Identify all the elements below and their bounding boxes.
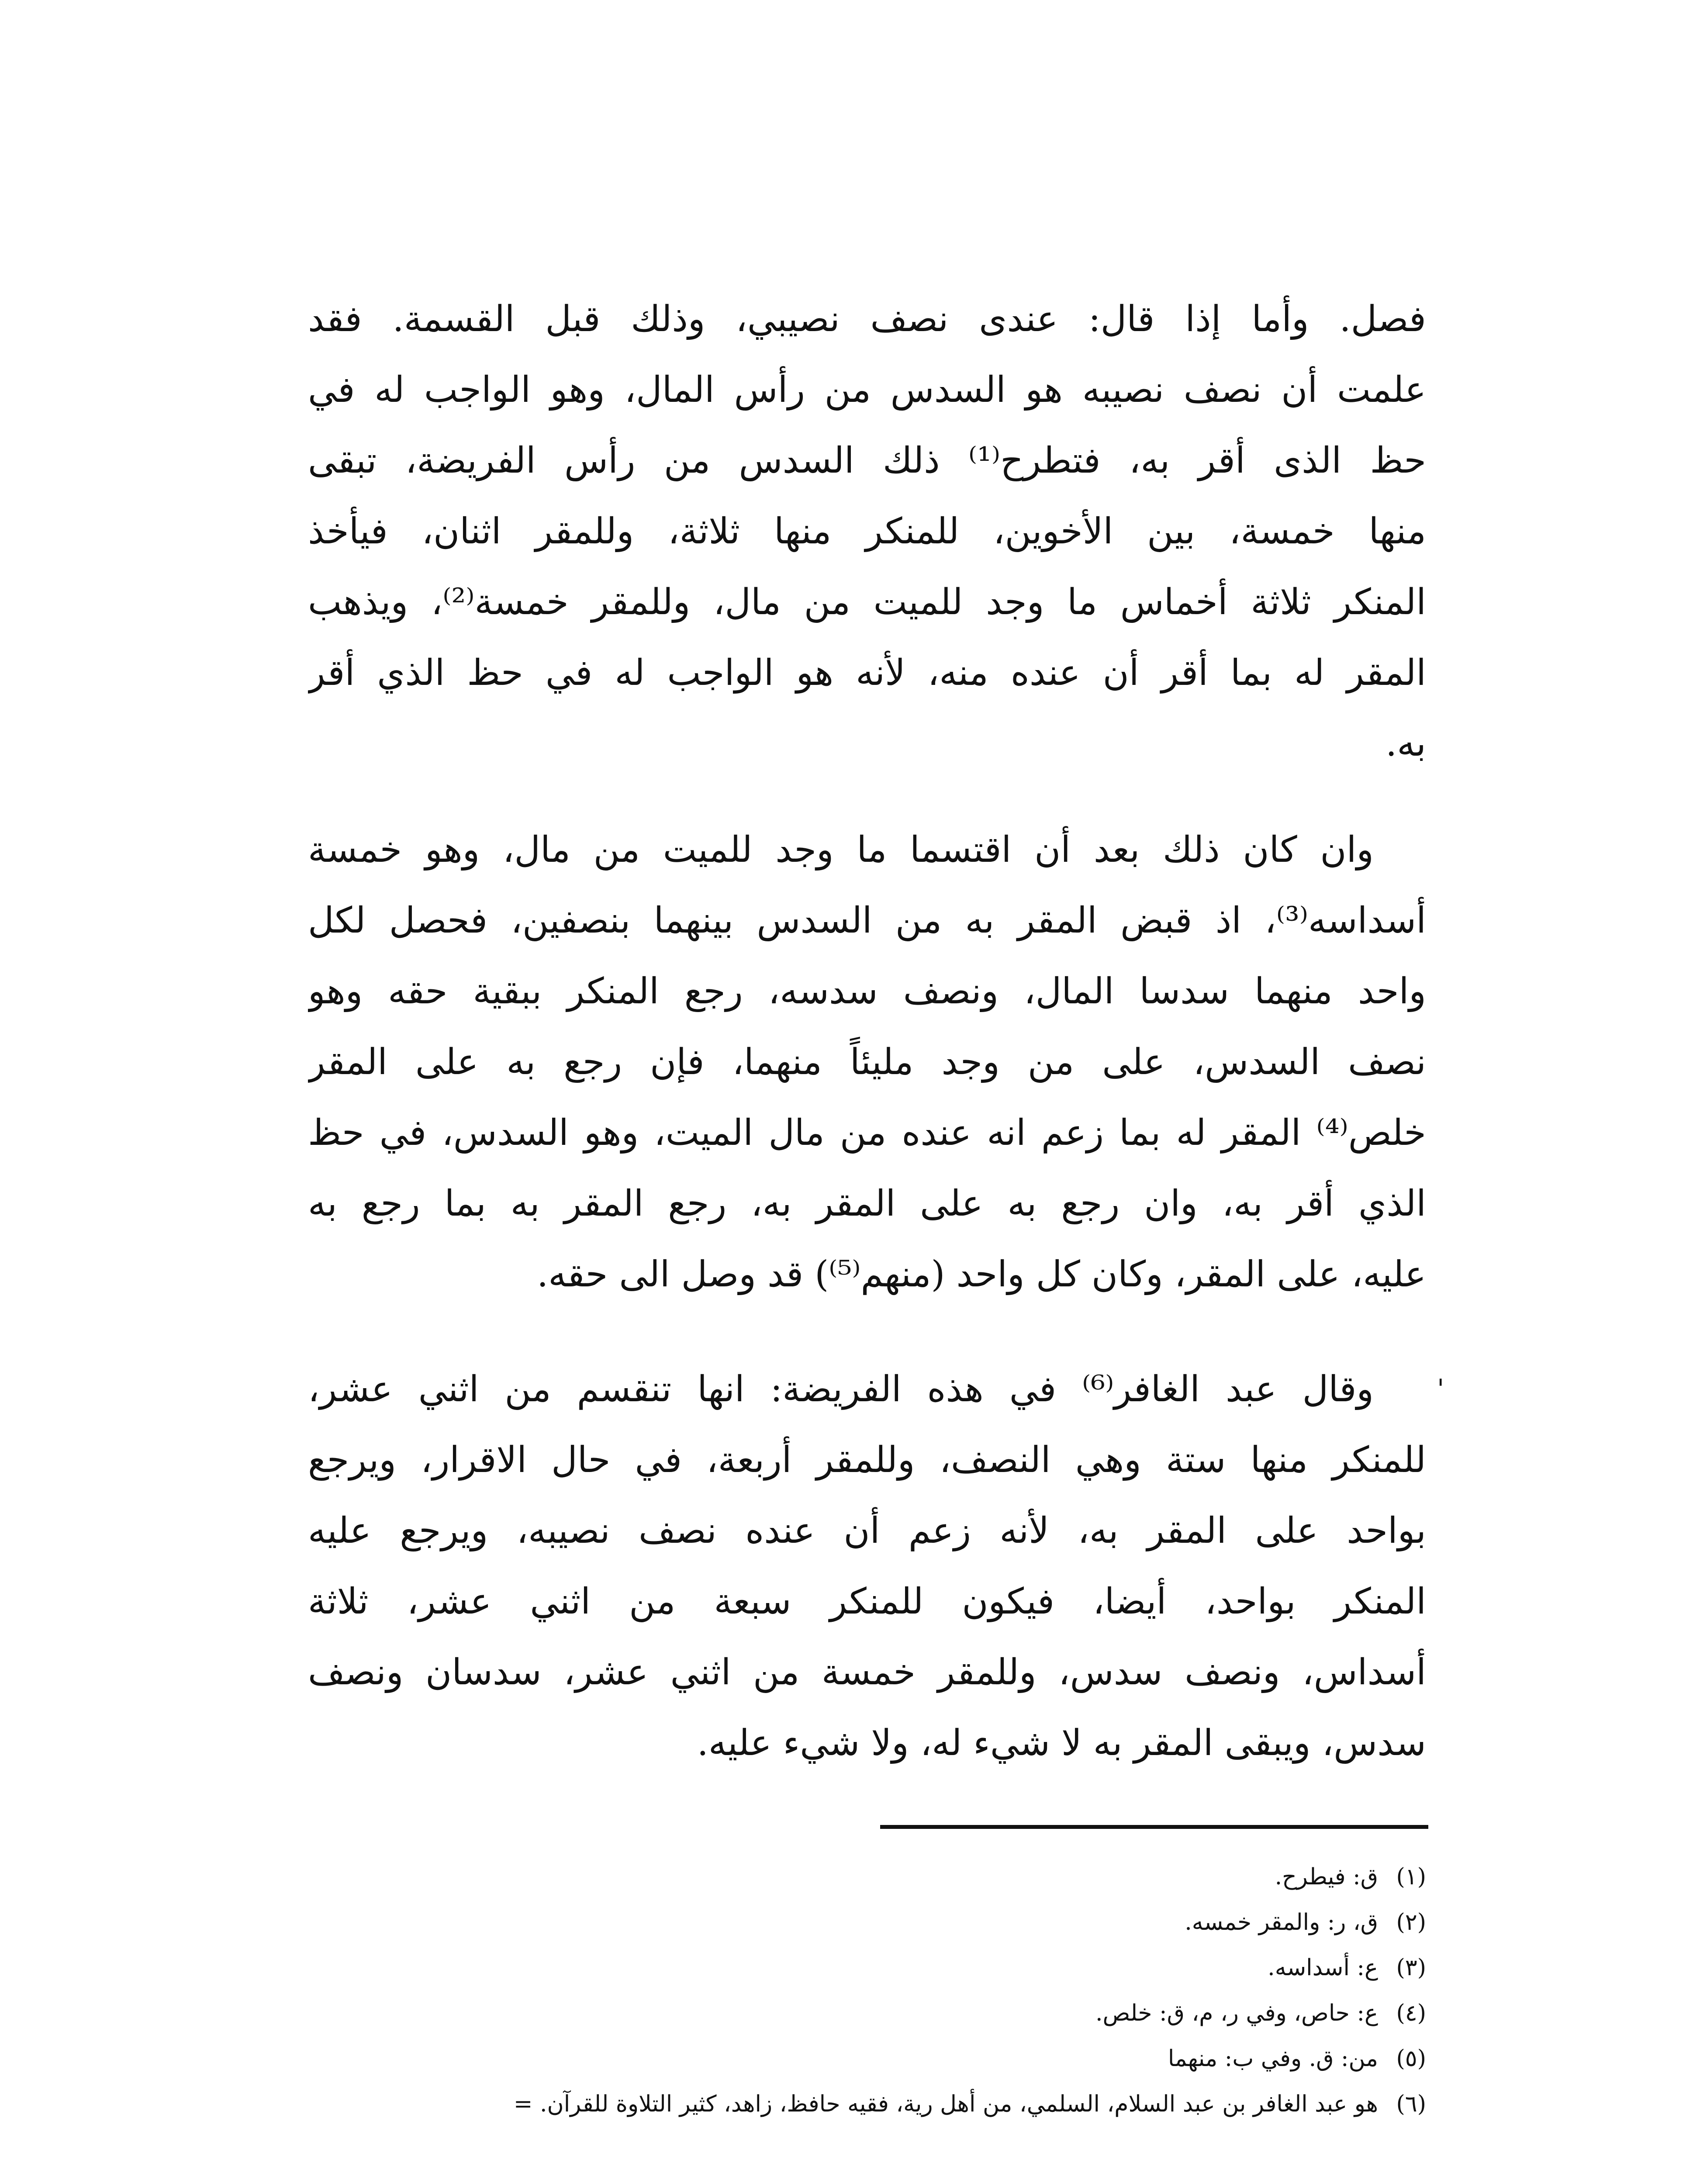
footnote-number: (١) [1396, 1864, 1426, 1890]
paragraph-2 [308, 815, 1426, 1310]
footnote-separator [880, 1825, 1428, 1829]
footnote-number: (٣) [1396, 1955, 1426, 1981]
text-line: أسداسه⁽³⁾، اذ قبض المقر به من السدس بينهما بنصفين، فحصل لكل [308, 900, 1426, 941]
footnotes [245, 1854, 1426, 2127]
text-line: وان كان ذلك بعد أن اقتسما ما وجد للميت من مال، وهو خمسة [308, 829, 1374, 871]
text-line: خلص⁽⁴⁾ المقر له بما زعم انه عنده من مال الميت، وهو السدس، في حظ [308, 1112, 1426, 1154]
footnote-number: (٢) [1396, 1909, 1426, 1935]
footnote-number: (٥) [1396, 2046, 1426, 2072]
footnote-4 [245, 1990, 1426, 2036]
footnote-text: هو عبد الغافر بن عبد السلام، السلمي، من أهل رية، فقيه حافظ، زاهد، كثير التلاوة للقرآن. = [513, 2091, 1378, 2117]
margin-mark: ' [1437, 1374, 1444, 1404]
text-line: المنكر ثلاثة أخماس ما وجد للميت من مال، وللمقر خمسة⁽²⁾، ويذهب [308, 581, 1426, 623]
footnote-1 [245, 1854, 1426, 1900]
text-line: أسداس، ونصف سدس، وللمقر خمسة من اثني عشر، سدسان ونصف [308, 1652, 1426, 1693]
text-line: عليه، على المقر، وكان كل واحد (منهم⁽⁵⁾) قد وصل الى حقه. [537, 1254, 1426, 1295]
text-line: فصل. وأما إذا قال: عندى نصف نصيبي، وذلك قبل القسمة. فقد [308, 298, 1426, 340]
text-line: علمت أن نصف نصيبه هو السدس من رأس المال، وهو الواجب له في [308, 369, 1426, 411]
footnote-text: ق، ر: والمقر خمسه. [1185, 1909, 1378, 1935]
footnote-text: ع: حاص، وفي ر، م، ق: خلص. [1095, 2000, 1378, 2026]
footnote-number: (٦) [1396, 2091, 1426, 2117]
text-line: للمنكر منها ستة وهي النصف، وللمقر أربعة، في حال الاقرار، ويرجع [308, 1439, 1426, 1481]
footnote-6 [245, 2081, 1426, 2127]
footnote-text: ق: فيطرح. [1275, 1864, 1378, 1890]
text-line: بواحد على المقر به، لأنه زعم أن عنده نصف نصيبه، ويرجع عليه [308, 1510, 1426, 1552]
text-line: واحد منهما سدسا المال، ونصف سدسه، رجع المنكر ببقية حقه وهو [308, 971, 1426, 1012]
paragraph-3 [308, 1354, 1426, 1779]
footnote-text: ع: أسداسه. [1268, 1955, 1378, 1981]
text-line: حظ الذى أقر به، فتطرح⁽¹⁾ ذلك السدس من رأس الفريضة، تبقى [308, 440, 1426, 481]
text-line: وقال عبد الغافر⁽⁶⁾ في هذه الفريضة: انها تنقسم من اثني عشر، [308, 1368, 1374, 1410]
footnote-5 [245, 2036, 1426, 2081]
text-line: المقر له بما أقر أن عنده منه، لأنه هو الواجب له في حظ الذي أقر [308, 652, 1426, 694]
footnote-text: من: ق. وفي ب: منهما [1168, 2046, 1378, 2072]
footnote-number: (٤) [1396, 2000, 1426, 2026]
text-line: سدس، ويبقى المقر به لا شيء له، ولا شيء عليه. [697, 1722, 1426, 1764]
text-line: الذي أقر به، وان رجع به على المقر به، رجع المقر به بما رجع به [308, 1183, 1426, 1224]
text-line: منها خمسة، بين الأخوين، للمنكر منها ثلاثة، وللمقر اثنان، فيأخذ [308, 511, 1426, 552]
text-line: نصف السدس، على من وجد مليئاً منهما، فإن رجع به على المقر [308, 1041, 1426, 1083]
footnote-3 [245, 1945, 1426, 1990]
footnote-2 [245, 1900, 1426, 1945]
text-line: المنكر بواحد، أيضا، فيكون للمنكر سبعة من اثني عشر، ثلاثة [308, 1581, 1426, 1622]
paragraph-1 [308, 284, 1426, 779]
text-line: به. [1385, 723, 1426, 764]
